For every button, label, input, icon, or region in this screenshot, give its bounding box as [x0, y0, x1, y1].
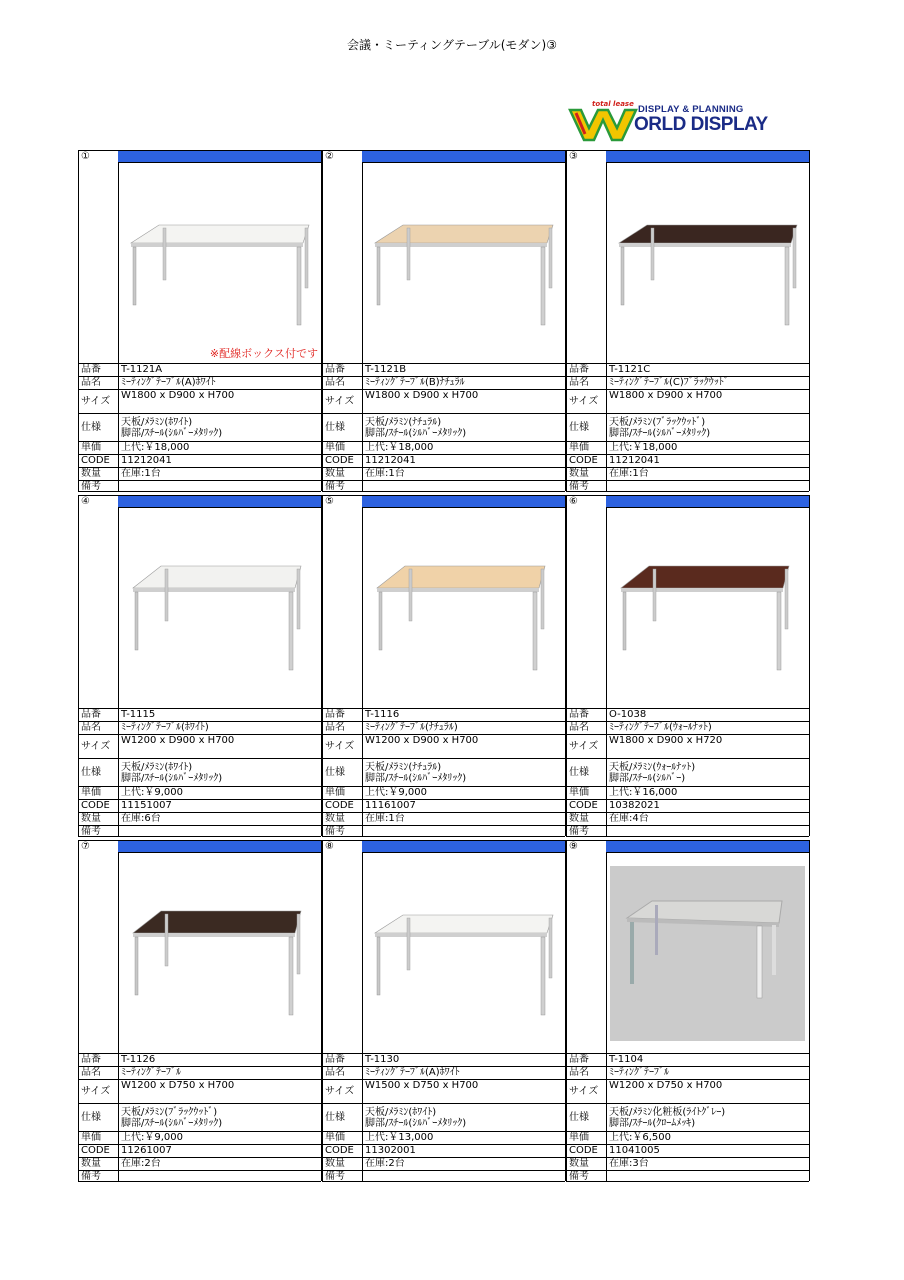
- label-shiyou: 仕様: [566, 1103, 606, 1131]
- spec-top: 天板/ﾒﾗﾐﾝ(ﾌﾞﾗｯｸｳｯﾄﾞ): [609, 417, 706, 428]
- item-number: ⑤: [322, 495, 362, 708]
- value-size: W1800 x D900 x H700: [362, 389, 565, 413]
- header-bar: [606, 150, 809, 162]
- value-spec: [362, 758, 565, 786]
- label-size: サイズ: [78, 389, 118, 413]
- spec-top: 天板/ﾒﾗﾐﾝ化粧板(ﾗｲﾄｸﾞﾚｰ): [609, 1107, 726, 1118]
- label-hinmei: 品名: [322, 721, 362, 734]
- product-image: [362, 852, 565, 1053]
- item-number: ⑥: [566, 495, 606, 708]
- logo-w-mark-icon: [568, 104, 638, 144]
- product-card: [322, 840, 565, 1180]
- label-hinmei: 品名: [78, 721, 118, 734]
- value-bikou: [362, 825, 565, 836]
- spec-legs: 脚部/ｽﾁｰﾙ(ｼﾙﾊﾞｰﾒﾀﾘｯｸ): [121, 1118, 223, 1129]
- product-image: [118, 507, 321, 708]
- logo-wordmark: ORLD DISPLAY: [634, 114, 768, 135]
- product-card: [322, 495, 565, 835]
- product-card: [566, 150, 809, 490]
- item-number: ⑨: [566, 840, 606, 1053]
- header-bar: [606, 840, 809, 852]
- value-spec: [606, 758, 809, 786]
- label-code: CODE: [78, 454, 118, 467]
- label-suuryou: 数量: [78, 467, 118, 480]
- product-card: [566, 495, 809, 835]
- product-image: [362, 507, 565, 708]
- value-spec: [118, 413, 321, 441]
- value-spec: [606, 413, 809, 441]
- value-hinmei: ﾐｰﾃｨﾝｸﾞﾃｰﾌﾞﾙ(ﾎﾜｲﾄ): [118, 721, 321, 734]
- label-hinban: 品番: [566, 1053, 606, 1066]
- spec-top: 天板/ﾒﾗﾐﾝ(ﾎﾜｲﾄ): [121, 762, 193, 773]
- spec-top: 天板/ﾒﾗﾐﾝ(ﾎﾜｲﾄ): [121, 417, 193, 428]
- product-card: [78, 495, 321, 835]
- label-size: サイズ: [566, 389, 606, 413]
- value-spec: [606, 1103, 809, 1131]
- value-size: W1200 x D900 x H700: [118, 734, 321, 758]
- value-suuryou: 在庫:6台: [118, 812, 321, 825]
- value-hinmei: ﾐｰﾃｨﾝｸﾞﾃｰﾌﾞﾙ(B)ﾅﾁｭﾗﾙ: [362, 376, 565, 389]
- header-bar: [118, 150, 321, 162]
- value-spec: [362, 1103, 565, 1131]
- value-tanka: 上代:￥18,000: [362, 441, 565, 454]
- header-bar: [362, 495, 565, 507]
- label-tanka: 単価: [78, 786, 118, 799]
- label-hinmei: 品名: [566, 1066, 606, 1079]
- value-bikou: [362, 480, 565, 491]
- product-image: [362, 162, 565, 363]
- label-shiyou: 仕様: [78, 413, 118, 441]
- label-shiyou: 仕様: [566, 413, 606, 441]
- spec-legs: 脚部/ｽﾁｰﾙ(ｼﾙﾊﾞｰﾒﾀﾘｯｸ): [365, 773, 467, 784]
- table-drawing: [363, 853, 565, 1053]
- label-hinmei: 品名: [78, 376, 118, 389]
- spec-legs: 脚部/ｽﾁｰﾙ(ｼﾙﾊﾞｰﾒﾀﾘｯｸ): [365, 1118, 467, 1129]
- label-bikou: 備考: [566, 480, 606, 491]
- value-suuryou: 在庫:1台: [362, 467, 565, 480]
- table-drawing: [119, 853, 321, 1053]
- label-bikou: 備考: [78, 825, 118, 836]
- value-tanka: 上代:￥9,000: [118, 786, 321, 799]
- logo-tagline: DISPLAY & PLANNING: [638, 104, 744, 115]
- table-drawing: [363, 163, 565, 363]
- label-bikou: 備考: [566, 825, 606, 836]
- label-size: サイズ: [322, 734, 362, 758]
- value-code: 11041005: [606, 1144, 809, 1157]
- value-code: 11212041: [606, 454, 809, 467]
- label-hinban: 品番: [78, 1053, 118, 1066]
- value-hinban: T-1126: [118, 1053, 321, 1066]
- item-number: ④: [78, 495, 118, 708]
- product-image: [118, 852, 321, 1053]
- value-hinban: O-1038: [606, 708, 809, 721]
- product-image: [606, 852, 809, 1053]
- header-bar: [606, 495, 809, 507]
- label-bikou: 備考: [322, 1170, 362, 1181]
- value-hinmei: ﾐｰﾃｨﾝｸﾞﾃｰﾌﾞﾙ(ﾅﾁｭﾗﾙ): [362, 721, 565, 734]
- label-tanka: 単価: [322, 441, 362, 454]
- value-spec: [118, 1103, 321, 1131]
- label-hinban: 品番: [322, 708, 362, 721]
- label-hinmei: 品名: [566, 376, 606, 389]
- spec-top: 天板/ﾒﾗﾐﾝ(ﾅﾁｭﾗﾙ): [365, 417, 442, 428]
- value-size: W1200 x D900 x H700: [362, 734, 565, 758]
- label-shiyou: 仕様: [322, 1103, 362, 1131]
- label-suuryou: 数量: [566, 467, 606, 480]
- value-tanka: 上代:￥9,000: [362, 786, 565, 799]
- value-tanka: 上代:￥6,500: [606, 1131, 809, 1144]
- item-number: ②: [322, 150, 362, 363]
- label-code: CODE: [566, 454, 606, 467]
- label-tanka: 単価: [566, 441, 606, 454]
- label-bikou: 備考: [78, 1170, 118, 1181]
- label-bikou: 備考: [322, 480, 362, 491]
- spec-top: 天板/ﾒﾗﾐﾝ(ﾎﾜｲﾄ): [365, 1107, 437, 1118]
- product-card: [322, 150, 565, 490]
- header-bar: [118, 840, 321, 852]
- value-suuryou: 在庫:2台: [118, 1157, 321, 1170]
- table-drawing: [119, 508, 321, 708]
- item-number: ③: [566, 150, 606, 363]
- table-drawing: [363, 508, 565, 708]
- spec-legs: 脚部/ｽﾁｰﾙ(ｼﾙﾊﾞｰﾒﾀﾘｯｸ): [365, 428, 467, 439]
- value-suuryou: 在庫:1台: [362, 812, 565, 825]
- value-bikou: [606, 480, 809, 491]
- spec-top: 天板/ﾒﾗﾐﾝ(ｳｫｰﾙﾅｯﾄ): [609, 762, 696, 773]
- spec-top: 天板/ﾒﾗﾐﾝ(ﾌﾞﾗｯｸｳｯﾄﾞ): [121, 1107, 218, 1118]
- value-bikou: [118, 480, 321, 491]
- value-hinmei: ﾐｰﾃｨﾝｸﾞﾃｰﾌﾞﾙ(C)ﾌﾞﾗｯｸｳｯﾄﾞ: [606, 376, 809, 389]
- label-hinmei: 品名: [322, 1066, 362, 1079]
- value-size: W1800 x D900 x H700: [118, 389, 321, 413]
- label-suuryou: 数量: [78, 1157, 118, 1170]
- product-card: [78, 840, 321, 1180]
- item-number: ⑧: [322, 840, 362, 1053]
- value-size: W1200 x D750 x H700: [118, 1079, 321, 1103]
- value-spec: [118, 758, 321, 786]
- company-logo: [568, 100, 808, 144]
- value-hinban: T-1121A: [118, 363, 321, 376]
- label-tanka: 単価: [566, 1131, 606, 1144]
- value-hinmei: ﾐｰﾃｨﾝｸﾞﾃｰﾌﾞﾙ(ｳｫｰﾙﾅｯﾄ): [606, 721, 809, 734]
- label-size: サイズ: [78, 734, 118, 758]
- value-code: 11161007: [362, 799, 565, 812]
- value-bikou: [118, 1170, 321, 1181]
- label-size: サイズ: [322, 1079, 362, 1103]
- value-tanka: 上代:￥9,000: [118, 1131, 321, 1144]
- spec-legs: 脚部/ｽﾁｰﾙ(ｼﾙﾊﾞｰﾒﾀﾘｯｸ): [609, 428, 711, 439]
- value-suuryou: 在庫:4台: [606, 812, 809, 825]
- label-code: CODE: [322, 454, 362, 467]
- spec-legs: 脚部/ｽﾁｰﾙ(ｼﾙﾊﾞｰﾒﾀﾘｯｸ): [121, 428, 223, 439]
- label-hinban: 品番: [78, 363, 118, 376]
- item-number: ①: [78, 150, 118, 363]
- label-size: サイズ: [566, 734, 606, 758]
- label-shiyou: 仕様: [78, 758, 118, 786]
- value-hinban: T-1116: [362, 708, 565, 721]
- label-suuryou: 数量: [566, 812, 606, 825]
- label-size: サイズ: [566, 1079, 606, 1103]
- label-hinban: 品番: [78, 708, 118, 721]
- header-bar: [362, 150, 565, 162]
- value-bikou: [606, 1170, 809, 1181]
- spec-legs: 脚部/ｽﾁｰﾙ(ｼﾙﾊﾞｰﾒﾀﾘｯｸ): [121, 773, 223, 784]
- label-hinmei: 品名: [78, 1066, 118, 1079]
- value-tanka: 上代:￥18,000: [606, 441, 809, 454]
- label-code: CODE: [566, 1144, 606, 1157]
- label-shiyou: 仕様: [566, 758, 606, 786]
- value-hinmei: ﾐｰﾃｨﾝｸﾞﾃｰﾌﾞﾙ: [606, 1066, 809, 1079]
- value-suuryou: 在庫:3台: [606, 1157, 809, 1170]
- value-bikou: [362, 1170, 565, 1181]
- product-card: [566, 840, 809, 1180]
- label-code: CODE: [78, 799, 118, 812]
- table-drawing: [607, 508, 809, 708]
- label-tanka: 単価: [322, 786, 362, 799]
- label-size: サイズ: [78, 1079, 118, 1103]
- label-code: CODE: [566, 799, 606, 812]
- label-suuryou: 数量: [78, 812, 118, 825]
- value-tanka: 上代:￥18,000: [118, 441, 321, 454]
- value-spec: [362, 413, 565, 441]
- product-image: [118, 162, 321, 363]
- value-hinmei: ﾐｰﾃｨﾝｸﾞﾃｰﾌﾞﾙ: [118, 1066, 321, 1079]
- label-suuryou: 数量: [322, 812, 362, 825]
- value-tanka: 上代:￥13,000: [362, 1131, 565, 1144]
- label-code: CODE: [78, 1144, 118, 1157]
- label-tanka: 単価: [322, 1131, 362, 1144]
- value-size: W1500 x D750 x H700: [362, 1079, 565, 1103]
- label-hinban: 品番: [566, 708, 606, 721]
- label-bikou: 備考: [78, 480, 118, 491]
- label-suuryou: 数量: [322, 467, 362, 480]
- label-tanka: 単価: [78, 441, 118, 454]
- label-bikou: 備考: [566, 1170, 606, 1181]
- image-note: ※配線ボックス付です: [209, 347, 318, 360]
- item-number: ⑦: [78, 840, 118, 1053]
- value-code: 11212041: [362, 454, 565, 467]
- logo-small-text: total lease: [592, 100, 634, 108]
- value-hinban: T-1104: [606, 1053, 809, 1066]
- value-hinban: T-1130: [362, 1053, 565, 1066]
- value-size: W1800 x D900 x H720: [606, 734, 809, 758]
- value-hinmei: ﾐｰﾃｨﾝｸﾞﾃｰﾌﾞﾙ(A)ﾎﾜｲﾄ: [362, 1066, 565, 1079]
- value-code: 11151007: [118, 799, 321, 812]
- label-tanka: 単価: [78, 1131, 118, 1144]
- label-hinmei: 品名: [566, 721, 606, 734]
- spec-top: 天板/ﾒﾗﾐﾝ(ﾅﾁｭﾗﾙ): [365, 762, 442, 773]
- value-tanka: 上代:￥16,000: [606, 786, 809, 799]
- table-photo: [607, 853, 809, 1053]
- value-code: 10382021: [606, 799, 809, 812]
- label-code: CODE: [322, 1144, 362, 1157]
- value-code: 11212041: [118, 454, 321, 467]
- value-hinban: T-1115: [118, 708, 321, 721]
- value-hinban: T-1121C: [606, 363, 809, 376]
- value-suuryou: 在庫:2台: [362, 1157, 565, 1170]
- label-suuryou: 数量: [322, 1157, 362, 1170]
- value-suuryou: 在庫:1台: [118, 467, 321, 480]
- value-hinmei: ﾐｰﾃｨﾝｸﾞﾃｰﾌﾞﾙ(A)ﾎﾜｲﾄ: [118, 376, 321, 389]
- label-code: CODE: [322, 799, 362, 812]
- product-image: [606, 507, 809, 708]
- table-drawing: [119, 163, 321, 363]
- label-bikou: 備考: [322, 825, 362, 836]
- value-code: 11261007: [118, 1144, 321, 1157]
- value-size: W1200 x D750 x H700: [606, 1079, 809, 1103]
- value-size: W1800 x D900 x H700: [606, 389, 809, 413]
- value-code: 11302001: [362, 1144, 565, 1157]
- spec-legs: 脚部/ｽﾁｰﾙ(ｸﾛｰﾑﾒｯｷ): [609, 1118, 696, 1129]
- header-bar: [118, 495, 321, 507]
- value-hinban: T-1121B: [362, 363, 565, 376]
- product-image: [606, 162, 809, 363]
- spec-legs: 脚部/ｽﾁｰﾙ(ｼﾙﾊﾞｰ): [609, 773, 686, 784]
- label-hinban: 品番: [322, 363, 362, 376]
- label-hinban: 品番: [322, 1053, 362, 1066]
- label-shiyou: 仕様: [78, 1103, 118, 1131]
- label-suuryou: 数量: [566, 1157, 606, 1170]
- label-shiyou: 仕様: [322, 758, 362, 786]
- label-shiyou: 仕様: [322, 413, 362, 441]
- table-drawing: [607, 163, 809, 363]
- label-size: サイズ: [322, 389, 362, 413]
- product-card: [78, 150, 321, 490]
- value-suuryou: 在庫:1台: [606, 467, 809, 480]
- value-bikou: [118, 825, 321, 836]
- label-hinban: 品番: [566, 363, 606, 376]
- page-title: 会議・ミーティングテーブル(モダン)③: [347, 38, 557, 52]
- value-bikou: [606, 825, 809, 836]
- label-hinmei: 品名: [322, 376, 362, 389]
- label-tanka: 単価: [566, 786, 606, 799]
- header-bar: [362, 840, 565, 852]
